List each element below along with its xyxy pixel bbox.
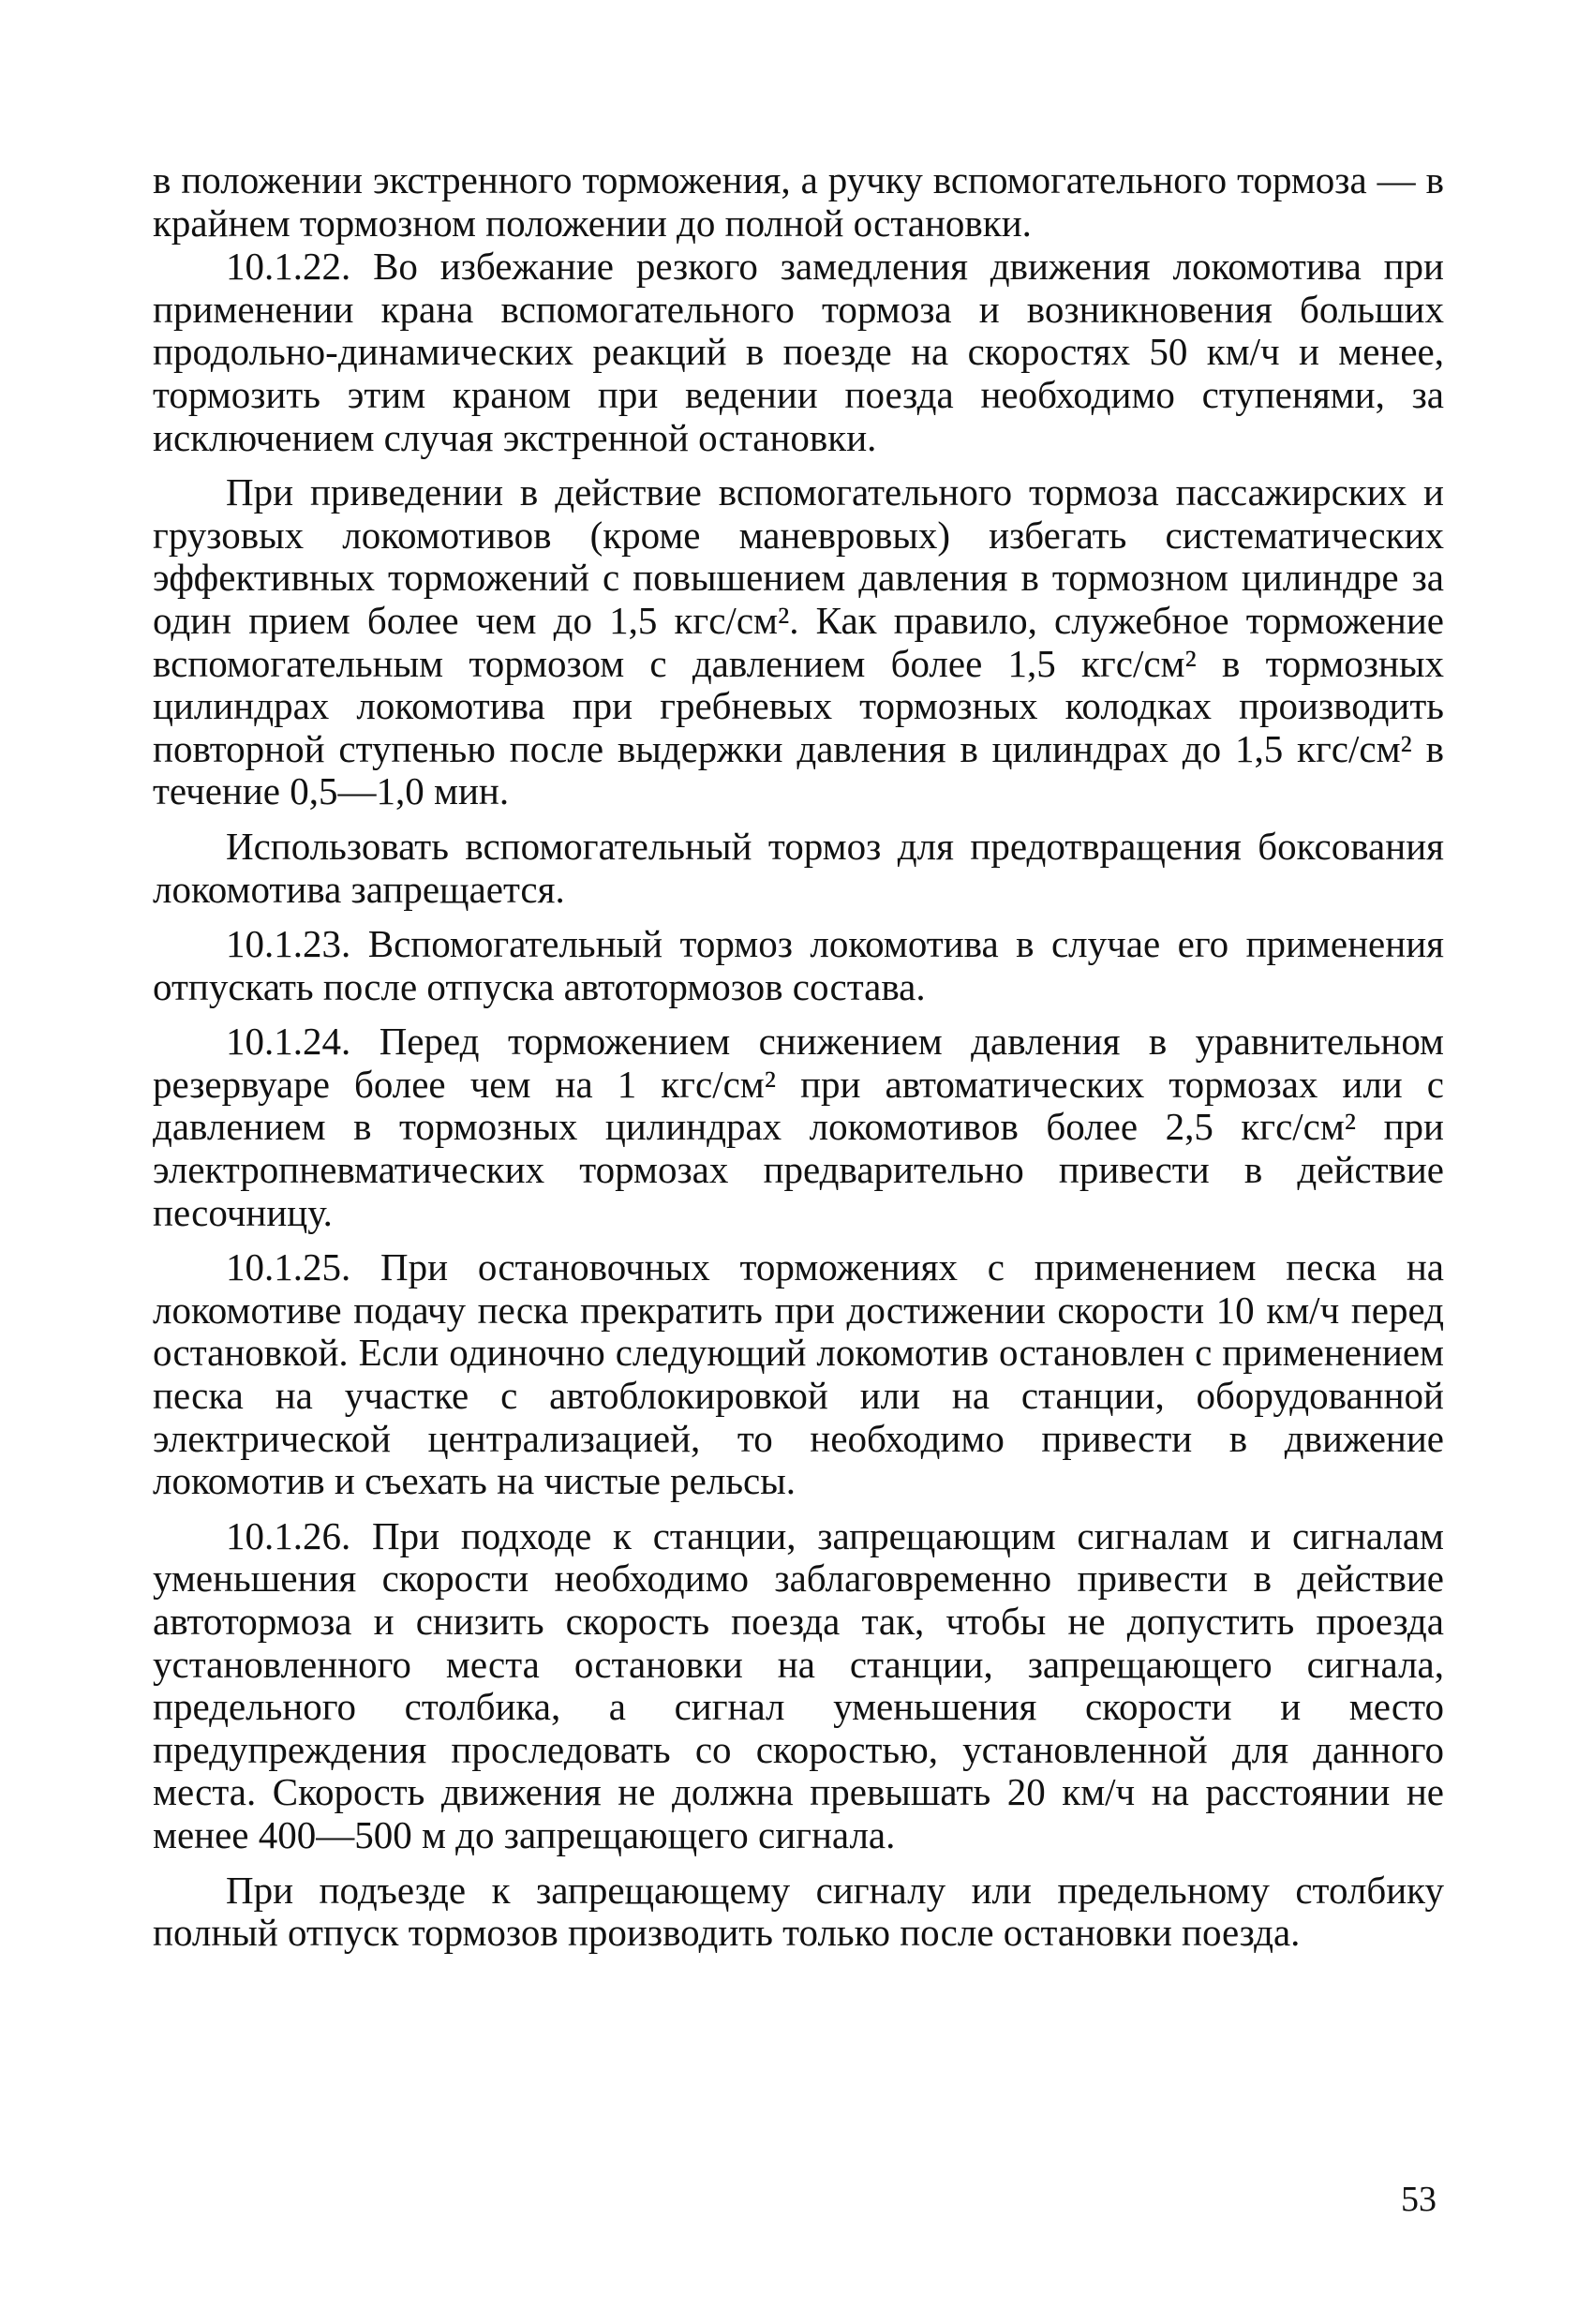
paragraph-continuation: в положении экстренного торможения, а ручку вспомогательного тормоза — в крайнем тормозном положении до полной остановки. [153,158,1444,245]
document-page [153,159,1444,2221]
paragraph-10-1-23: 10.1.23. Вспомогательный тормоз локомотива в случае его применения отпускать после отпуска автотормозов состава. [153,922,1444,1008]
paragraph-auxiliary-brake: При приведении в действие вспомогательного тормоза пассажирских и грузовых локомотивов (кроме маневровых) избегать систематических эффективных торможений с повышением давления в тормозном цилиндре за один прием более чем до 1,5 кгс/см². Как правило, служебное торможение вспомогательным тормозом с давлением более 1,5 кгс/см² в тормозных цилиндрах локомотива при гребневых тормозных колодках производить повторной ступенью после выдержки давления в цилиндрах до 1,5 кгс/см² в течение 0,5—1,0 мин. [153,470,1444,813]
paragraph-final: При подъезде к запрещающему сигналу или предельному столбику полный отпуск тормозов производить только после остановки поезда. [153,1868,1444,1955]
paragraph-10-1-25: 10.1.25. При остановочных торможениях с применением песка на локомотиве подачу песка прекратить при достижении скорости 10 км/ч перед остановкой. Если одиночно следующий локомотив остановлен с применением песка на участке с автоблокировкой или на станции, оборудованной электрической централизацией, то необходимо привести в движение локомотив и съехать на чистые рельсы. [153,1245,1444,1503]
paragraph-10-1-24: 10.1.24. Перед торможением снижением давления в уравнительном резервуаре более чем на 1 кгс/см² при автоматических тормозах или с давлением в тормозных цилиндрах локомотивов более 2,5 кгс/см² при электропневматических тормозах предварительно привести в действие песочницу. [153,1020,1444,1234]
body-text [153,159,1444,1955]
paragraph-10-1-26: 10.1.26. При подходе к станции, запрещающим сигналам и сигналам уменьшения скорости необходимо заблаговременно привести в действие автотормоза и снизить скорость поезда так, чтобы не допустить проезда установленного места остановки на станции, запрещающего сигнала, предельного столбика, а сигнал уменьшения скорости и место предупреждения проследовать со скоростью, установленной для данного места. Скорость движения не должна превышать 20 км/ч на расстоянии не менее 400—500 м до запрещающего сигнала. [153,1513,1444,1856]
paragraph-boxing-prohibited: Использовать вспомогательный тормоз для предотвращения боксования локомотива запрещается. [153,824,1444,911]
page-number: 53 [1401,2180,1437,2219]
paragraph-10-1-22: 10.1.22. Во избежание резкого замедления движения локомотива при применении крана вспомогательного тормоза и возникновения больших продольно-динамических реакций в поезде на скоростях 50 км/ч и менее, тормозить этим краном при ведении поезда необходимо ступенями, за исключением случая экстренной остановки. [153,245,1444,459]
